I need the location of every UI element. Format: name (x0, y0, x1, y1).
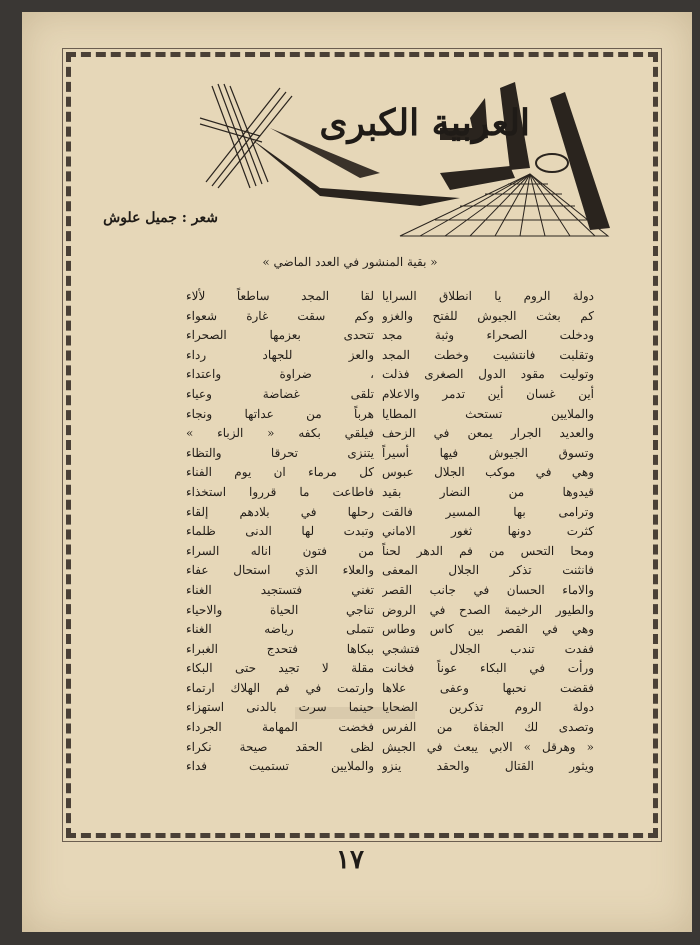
verse-line: والاماء الحسان في جانب القصر (382, 582, 594, 597)
verse-line: كل مرماء ان يوم الفناء (186, 465, 374, 480)
verse-line: ومحا التحس من فم الدهر لحناً (382, 543, 594, 558)
verse-line: وتقلبت فانتشيت وخطت المجد (382, 347, 594, 362)
author-byline: شعر : جميل علوش (103, 210, 218, 226)
verse-line: يتنزى تحرقا والتظاء (186, 445, 374, 460)
verse-line: والملايين تستميت فداء (186, 759, 374, 774)
verse-line: وتسوق الجيوش فيها أسيراً (382, 445, 594, 460)
verse-line: تغني فتستجيد الغناء (186, 582, 374, 597)
verse-line: والطيور الرخيمة الصدح في الروض (382, 602, 594, 617)
verse-line: لقا المجد ساطعاً لألاء (186, 289, 374, 303)
verse-line: تلقى غضاضة وعياء (186, 386, 374, 401)
verse-line: لظى الحقد صيحة نكراء (186, 739, 374, 754)
verse-line: ورأت في البكاء عوناً فخانت (382, 661, 594, 676)
verse-line: فاطاعت ما قرروا استخذاء (186, 484, 374, 499)
verse-line: فقضت نحبها وعفى علاها (382, 680, 594, 695)
verse-line: وهي في موكب الجلال عبوس (382, 465, 594, 480)
verse-line: أين غسان أين تدمر والاعلام (382, 386, 594, 401)
page-number: ١٧ (336, 845, 364, 875)
verse-line: « وهرقل » الابي يبعث في الجيش (382, 739, 594, 754)
verse-line: والملايين تستحث المطايا (382, 406, 594, 421)
verse-line: وهي في القصر بين كاس وطاس (382, 622, 594, 637)
verse-line: وتوليت مقود الدول الصغرى فذلت (382, 367, 594, 382)
page-title: العربية الكبرى (319, 102, 530, 144)
verse-line: وتصدى لك الجفاة من الفرس (382, 720, 594, 735)
verse-line: تناجي الحياة والاحياء (186, 602, 374, 617)
verse-line: وتبدت لها الدنى ظلماء (186, 524, 374, 539)
verse-line: ودخلت الصحراء وثبة مجد (382, 328, 594, 343)
verse-line: فيلقي بكفه « الزباء » (186, 426, 374, 441)
verse-line: والعز للجهاد رداء (186, 347, 374, 362)
verse-line: تتملى رياضه الغناء (186, 622, 374, 637)
verse-line: من فتون اناله السراء (186, 543, 374, 558)
verse-line: فانثنت تذكر الجلال المعفى (382, 563, 594, 578)
poem-column-left (186, 287, 374, 777)
verse-line: وترامى بها المسير فالقت (382, 504, 594, 519)
poem-column-right (382, 287, 594, 777)
verse-line: حينما سرت بالدنى استهزاء (186, 700, 374, 715)
verse-line: قيدوها من النضار بقيد (382, 484, 594, 499)
verse-line: ، ضراوة واعتداء (186, 367, 374, 382)
verse-line: دولة الروم تذكرين الضحايا (382, 700, 594, 715)
verse-line: وارتمت في فم الهلاك ارتماء (186, 680, 374, 695)
verse-line: والعلاء الذي استحال عفاء (186, 563, 374, 578)
verse-line: كم بعثت الجيوش للفتح والغزو (382, 308, 594, 323)
verse-line: ببكاها فتحدج الغبراء (186, 641, 374, 656)
verse-line: كثرت دونها ثغور الاماني (382, 524, 594, 539)
verse-line: وكم سقت غارة شعواء (186, 308, 374, 323)
verse-line: والعديد الجرار يمعن في الزحف (382, 426, 594, 441)
verse-line: ويثور القتال والحقد ينزو (382, 759, 594, 774)
verse-line: هرباً من عداتها ونجاء (186, 406, 374, 421)
verse-line: رحلها في بلادهم إلقاء (186, 504, 374, 519)
verse-line: ففدت تندب الجلال فتشجي (382, 641, 594, 656)
continued-note: « بقية المنشور في العدد الماضي » (262, 255, 438, 269)
verse-line: فخضت المهامة الجرداء (186, 720, 374, 735)
verse-line: دولة الروم يا انطلاق السرايا (382, 289, 594, 303)
ink-smudge (295, 707, 415, 719)
verse-line: مقلة لا تجيد حتى البكاء (186, 661, 374, 676)
verse-line: تتحدى بعزمها الصحراء (186, 328, 374, 343)
